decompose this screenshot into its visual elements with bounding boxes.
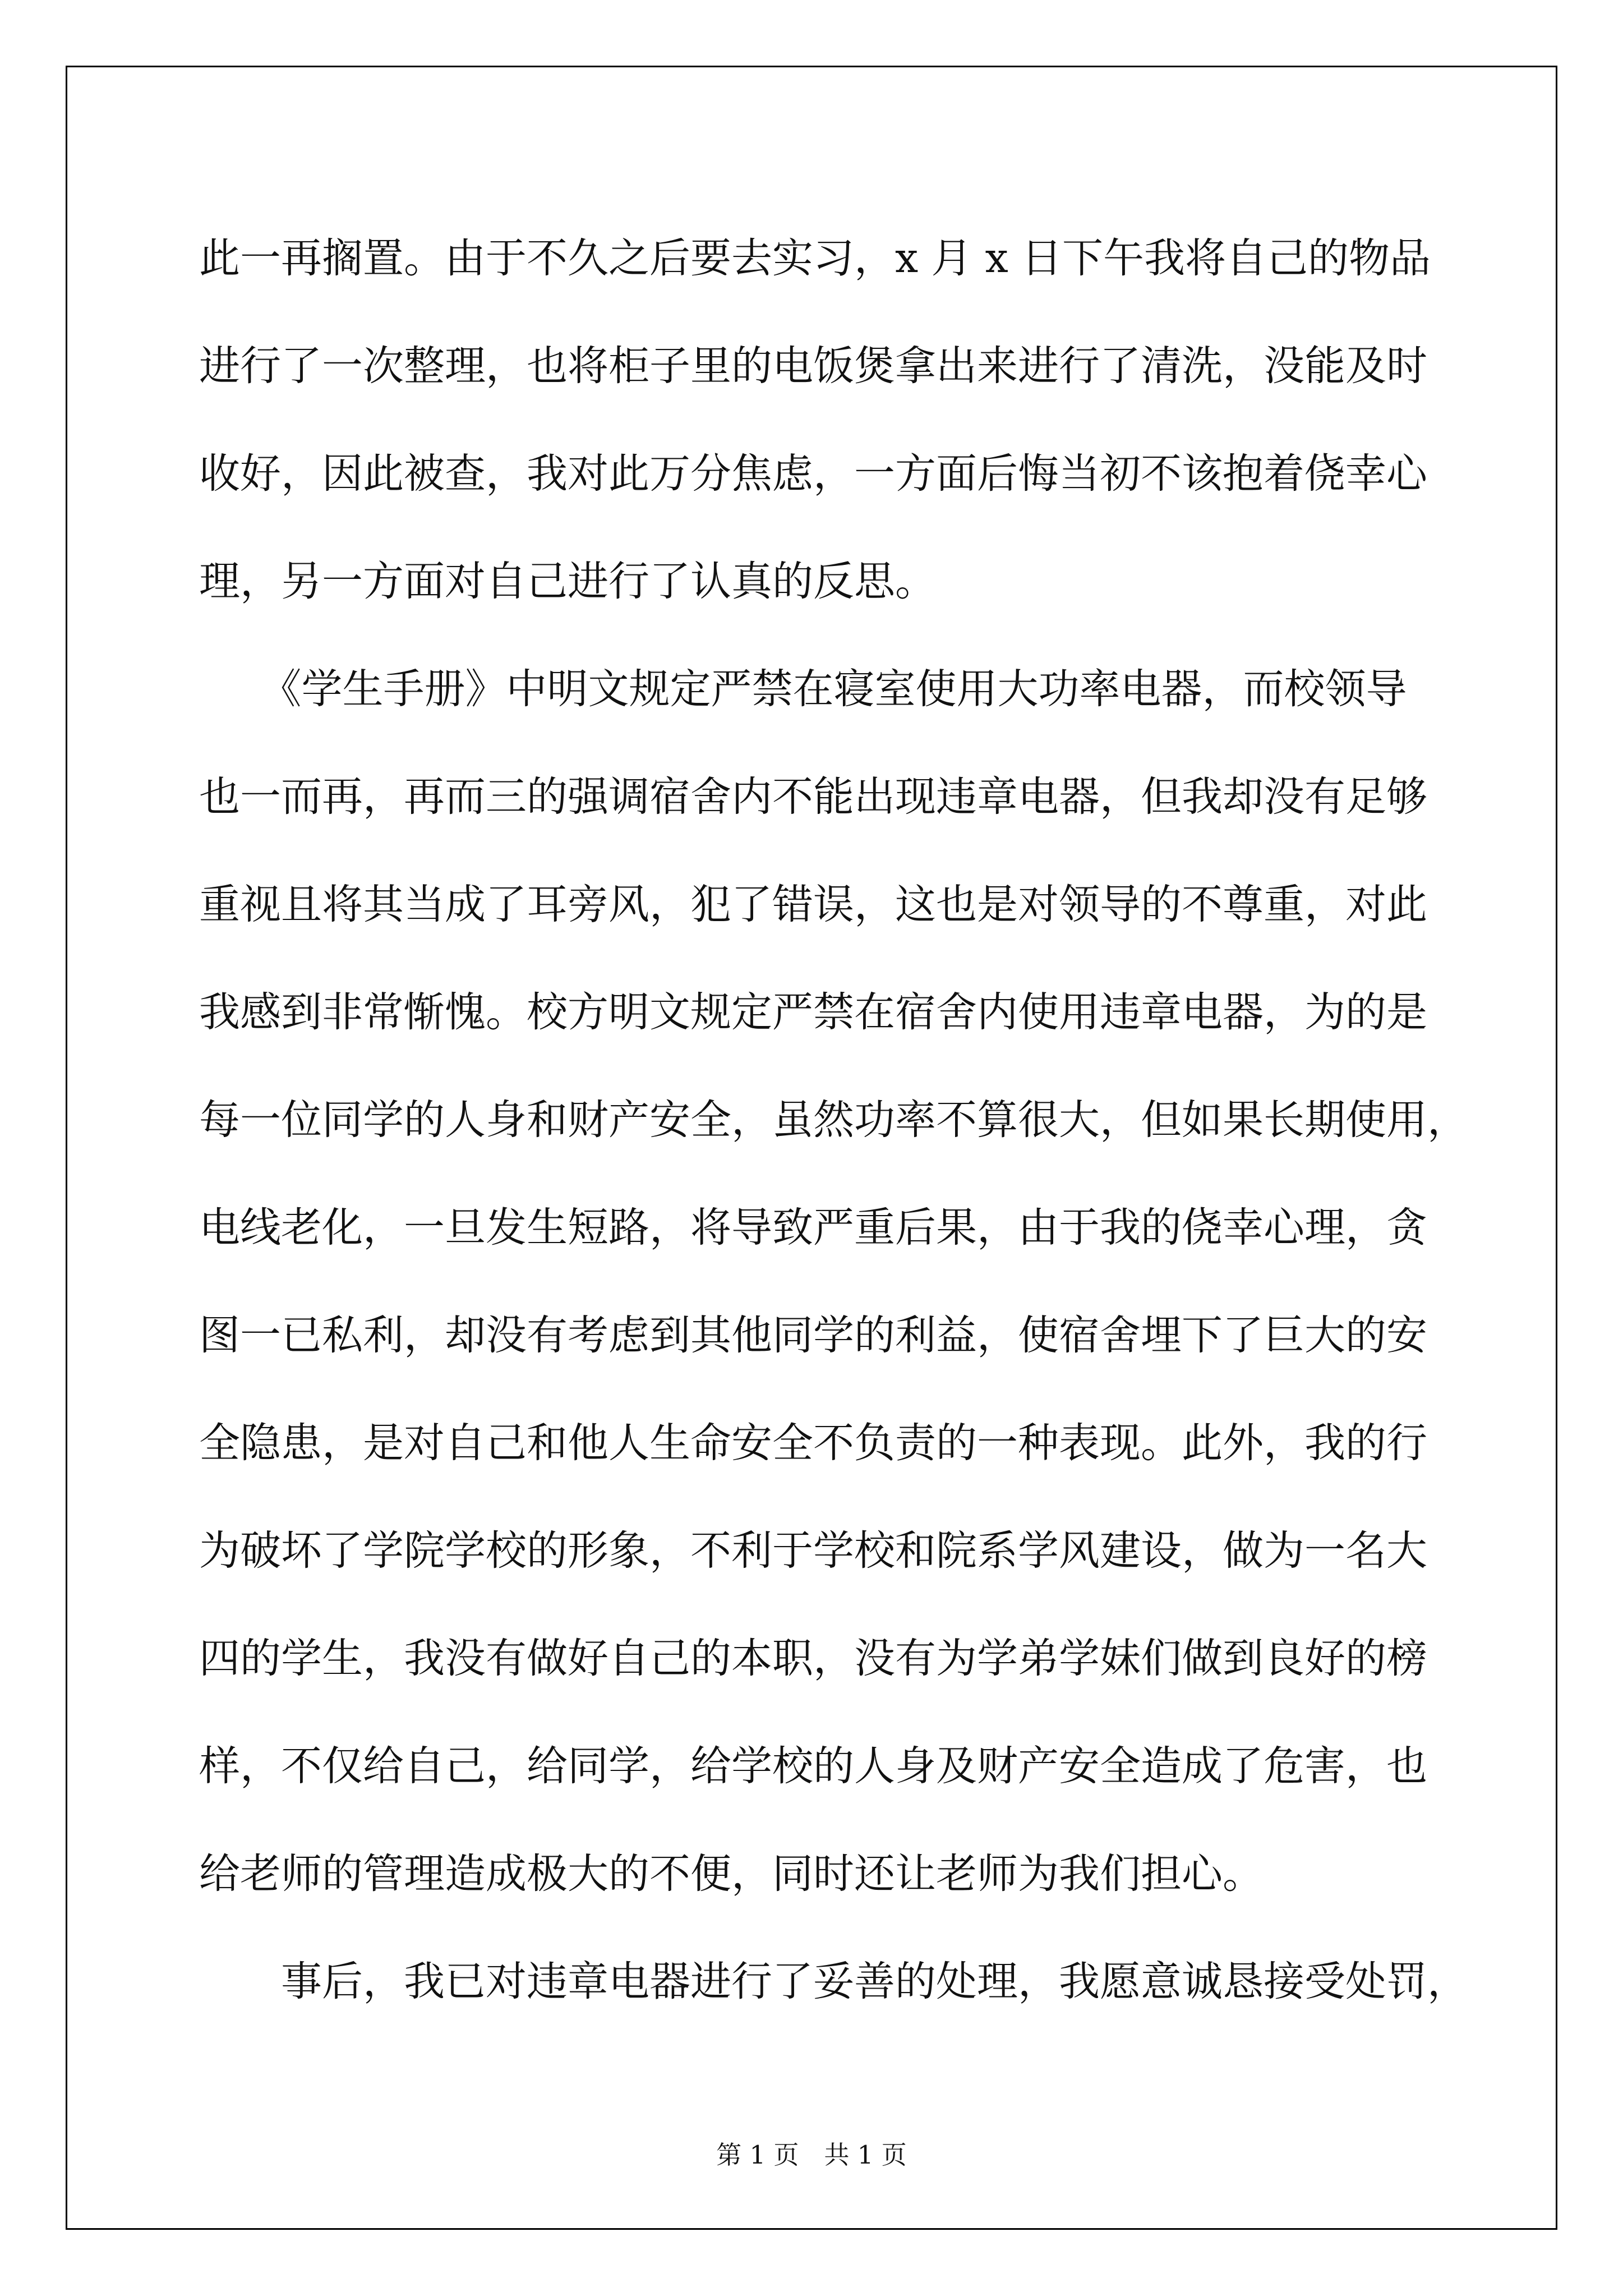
document-body (199, 205, 1468, 2036)
text-line: 事后，我已对违章电器进行了妥善的处理，我愿意诚恳接受处罚， (199, 1958, 1468, 2005)
text-line: 样，不仅给自己，给同学，给学校的人身及财产安全造成了危害，也 (199, 1742, 1427, 1790)
text-line: 重视且将其当成了耳旁风，犯了错误，这也是对领导的不尊重，对此 (199, 881, 1427, 928)
text-line: 四的学生，我没有做好自己的本职，没有为学弟学妹们做到良好的榜 (199, 1635, 1427, 1682)
text-line: 每一位同学的人身和财产安全，虽然功率不算很大，但如果长期使用， (199, 1096, 1468, 1144)
text-line: 《学生手册》中明文规定严禁在寝室使用大功率电器，而校领导 (199, 665, 1407, 713)
text-line: 电线老化，一旦发生短路，将导致严重后果，由于我的侥幸心理，贪 (199, 1204, 1427, 1251)
text-line: 为破坏了学院学校的形象，不利于学校和院系学风建设，做为一名大 (199, 1527, 1427, 1575)
text-line: 也一而再，再而三的强调宿舍内不能出现违章电器，但我却没有足够 (199, 773, 1427, 821)
text-line: 理，另一方面对自己进行了认真的反思。 (199, 558, 936, 605)
page-footer: 第 1 页 共 1 页 (716, 2140, 907, 2170)
text-line: 收好，因此被查，我对此万分焦虑，一方面后悔当初不该抱着侥幸心 (199, 450, 1427, 498)
text-line: 进行了一次整理，也将柜子里的电饭煲拿出来进行了清洗，没能及时 (199, 342, 1427, 390)
text-line: 给老师的管理造成极大的不便，同时还让老师为我们担心。 (199, 1850, 1264, 1898)
text-line: 图一已私利，却没有考虑到其他同学的利益，使宿舍埋下了巨大的安 (199, 1312, 1427, 1359)
text-line: 全隐患，是对自己和他人生命安全不负责的一种表现。此外，我的行 (199, 1419, 1427, 1467)
text-line: 此一再搁置。由于不久之后要去实习，x 月 x 日下午我将自己的物品 (199, 234, 1431, 282)
text-line: 我感到非常惭愧。校方明文规定严禁在宿舍内使用违章电器，为的是 (199, 988, 1427, 1036)
